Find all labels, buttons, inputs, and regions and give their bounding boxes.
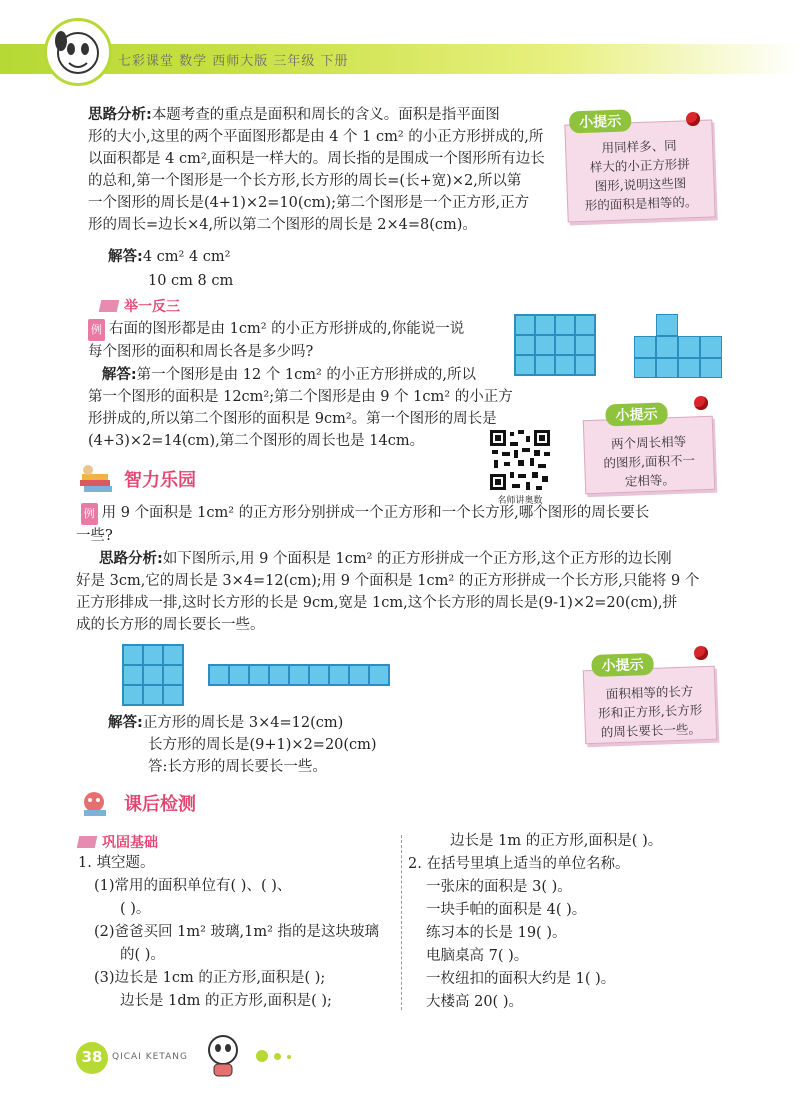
homework-left-column — [78, 852, 398, 1013]
section-header-example — [100, 296, 180, 316]
analysis-line: 本题考查的重点是面积和周长的含义。面积是指平面图 — [151, 107, 500, 123]
figure-rect-4x3 — [514, 314, 596, 376]
answer-line: 第一个图形是由 12 个 1cm² 的小正方形拼成的,所以 — [136, 367, 477, 383]
decor-dot — [256, 1050, 268, 1062]
grid-cell — [575, 335, 595, 355]
exercise-line: 边长是 1dm 的正方形,面积是( ); — [120, 993, 332, 1009]
grid-cell — [555, 355, 575, 375]
analysis-line: 形的大小,这里的两个平面图形都是由 4 个 1 cm² 的小正方形拼成的,所 — [88, 129, 544, 145]
grid-cell — [163, 665, 183, 685]
exercise-line: 一块手帕的面积是 4( )。 — [426, 902, 587, 918]
tip-line: 的图形,面积不一 — [603, 452, 696, 471]
tag-icon — [99, 300, 120, 312]
figure-shape-9 — [634, 314, 724, 378]
pushpin-icon — [694, 396, 708, 410]
answer-line: 10 cm 8 cm — [148, 273, 234, 289]
grid-cell — [656, 314, 678, 336]
answer-line: 正方形的周长是 3×4=12(cm) — [142, 715, 344, 731]
grid-cell — [700, 336, 722, 358]
grid-cell — [143, 685, 163, 705]
exercise-line: 的( )。 — [120, 947, 165, 963]
tip-label: 小提示 — [569, 109, 632, 133]
exercise-line: 练习本的长是 19( )。 — [426, 925, 567, 941]
analysis-label: 思路分析: — [99, 551, 163, 567]
exercise-line: 大楼高 20( )。 — [426, 994, 523, 1010]
analysis-line: 形的周长=边长×4,所以第二个图形的周长是 2×4=8(cm)。 — [88, 217, 477, 233]
answer-line: 第一个图形的面积是 12cm²;第二个图形是由 9 个 1cm² 的小正方 — [88, 389, 513, 405]
tip-text — [588, 431, 710, 492]
analysis-line: 的总和,第一个图形是一个长方形,长方形的周长=(长+宽)×2,所以第 — [88, 173, 522, 189]
tip-line: 的周长要长一些。 — [600, 721, 702, 740]
tip-line: 形的面积是相等的。 — [584, 194, 698, 213]
tip-box-3 — [583, 657, 718, 745]
exercise-line: 边长是 1m 的正方形,面积是( )。 — [450, 833, 663, 849]
grid-cell — [329, 665, 349, 685]
question-line: 一些? — [76, 528, 113, 544]
section-header-homework — [76, 788, 196, 818]
grid-cell — [535, 315, 555, 335]
puzzle-question — [76, 502, 756, 547]
subsection-header — [78, 832, 158, 852]
analysis-1 — [88, 104, 558, 236]
tip-text — [574, 135, 707, 215]
example-badge: 例 — [81, 503, 98, 525]
page-number: 38 — [81, 1048, 103, 1066]
section-title: 课后检测 — [124, 794, 196, 815]
grid-cell — [229, 665, 249, 685]
tip-line: 形和正方形,长方形 — [597, 702, 703, 721]
grid-cell — [515, 315, 535, 335]
grid-cell — [515, 355, 535, 375]
decor-dot — [287, 1055, 291, 1059]
grid-cell — [555, 315, 575, 335]
analysis-line: 成的长方形的周长要长一些。 — [76, 617, 265, 633]
grid-cell — [209, 665, 229, 685]
grid-cell — [515, 335, 535, 355]
qr-code[interactable] — [488, 428, 552, 492]
answer-label: 解答: — [108, 249, 143, 265]
answer-line: 4 cm² 4 cm² — [142, 249, 231, 265]
grid-cell — [289, 665, 309, 685]
grid-cell — [555, 335, 575, 355]
answer-line: 形拼成的,所以第二个图形的面积是 9cm²。第一个图形的周长是 — [88, 411, 497, 427]
grid-cell — [634, 336, 656, 358]
section-header-puzzle — [76, 464, 196, 494]
exercise-line: (1)常用的面积单位有( )、( )、 — [94, 878, 292, 894]
answer-line: 长方形的周长是(9+1)×2=20(cm) — [148, 737, 377, 753]
example-answer — [88, 364, 518, 452]
analysis-label: 思路分析: — [88, 107, 152, 123]
answer-label: 解答: — [101, 367, 137, 383]
tip-line: 面积相等的长方 — [605, 683, 694, 702]
header-title: 七彩课堂 数学 西师大版 三年级 下册 — [118, 54, 349, 69]
tip-box-1 — [564, 113, 715, 222]
pushpin-icon — [686, 112, 700, 126]
grid-cell — [163, 645, 183, 665]
grid-cell — [535, 335, 555, 355]
cartoon-icon — [76, 788, 116, 818]
figure-rect-9x1 — [208, 664, 390, 686]
example-question — [88, 318, 518, 363]
column-divider — [401, 835, 402, 1010]
exercise-line: 1. 填空题。 — [78, 855, 155, 871]
grid-cell — [123, 685, 143, 705]
grid-cell — [369, 665, 389, 685]
decor-dot — [274, 1053, 281, 1060]
grid-cell — [575, 355, 595, 375]
analysis-line: 一个图形的周长是(4+1)×2=10(cm);第二个图形是一个正方形,正方 — [88, 195, 530, 211]
grid-cell — [656, 336, 678, 358]
tip-line: 定相等。 — [624, 472, 676, 489]
grid-cell — [249, 665, 269, 685]
grid-cell — [123, 665, 143, 685]
figure-square-3x3 — [122, 644, 184, 706]
answer-line: (4+3)×2=14(cm),第二个图形的周长也是 14cm。 — [88, 433, 425, 449]
exercise-line: (3)边长是 1cm 的正方形,面积是( ); — [94, 970, 326, 986]
question-line: 右面的图形都是由 1cm² 的小正方形拼成的,你能说一说 — [109, 321, 465, 337]
exercise-line: ( )。 — [120, 901, 151, 917]
analysis-line: 正方形排成一排,这时长方形的长是 9cm,宽是 1cm,这个长方形的周长是(9-1)×2=20(cm),拼 — [76, 595, 678, 611]
footer-brand: QICAI KETANG — [112, 1052, 188, 1062]
tip-label: 小提示 — [591, 653, 654, 677]
exercise-line: (2)爸爸买回 1m² 玻璃,1m² 指的是这块玻璃 — [94, 924, 380, 940]
tip-line: 样大的小正方形拼 — [589, 156, 691, 175]
grid-cell — [309, 665, 329, 685]
pushpin-icon — [694, 646, 708, 660]
tip-label: 小提示 — [605, 402, 668, 426]
exercise-line: 电脑桌高 7( )。 — [426, 948, 529, 964]
answer-line: 答:长方形的周长要长一些。 — [148, 759, 327, 775]
tip-text — [588, 681, 712, 742]
grid-cell — [143, 645, 163, 665]
analysis-line: 好是 3cm,它的周长是 3×4=12(cm);用 9 个面积是 1cm² 的正方形拼成一个长方形,只能将 9 个 — [76, 573, 700, 589]
grid-cell — [634, 358, 656, 378]
grid-cell — [656, 358, 678, 378]
homework-right-column — [408, 830, 738, 1014]
grid-cell — [678, 336, 700, 358]
grid-cell — [700, 358, 722, 378]
tip-line: 用同样多、同 — [601, 137, 677, 156]
example-badge: 例 — [88, 319, 105, 341]
grid-cell — [678, 358, 700, 378]
grid-cell — [575, 315, 595, 335]
tip-box-2 — [583, 406, 716, 494]
puzzle-answer — [108, 712, 377, 778]
analysis-line: 如下图所示,用 9 个面积是 1cm² 的正方形拼成一个正方形,这个正方形的边长刚 — [162, 551, 672, 567]
answer-1 — [108, 246, 230, 268]
grid-cell — [123, 645, 143, 665]
grid-cell — [269, 665, 289, 685]
subsection-title: 巩固基础 — [102, 835, 158, 851]
exercise-line: 一枚纽扣的面积大约是 1( )。 — [426, 971, 616, 987]
grid-cell — [535, 355, 555, 375]
question-line: 每个图形的面积和周长各是多少吗? — [88, 344, 314, 360]
books-icon — [76, 464, 116, 494]
tag-icon — [77, 836, 98, 848]
answer-label: 解答: — [108, 715, 143, 731]
tip-line: 两个周长相等 — [610, 433, 687, 452]
exercise-line: 2. 在括号里填上适当的单位名称。 — [408, 856, 630, 872]
puzzle-analysis — [76, 548, 756, 636]
analysis-line: 以面积都是 4 cm²,面积是一样大的。周长指的是围成一个图形所有边长 — [88, 151, 545, 167]
section-title: 举一反三 — [124, 299, 180, 315]
question-line: 用 9 个面积是 1cm² 的正方形分别拼成一个正方形和一个长方形,哪个图形的周长要长 — [101, 505, 650, 521]
tip-line: 图形,说明这些图 — [594, 175, 687, 194]
section-title: 智力乐园 — [124, 470, 196, 491]
grid-cell — [349, 665, 369, 685]
qr-caption: 名师讲奥数 — [497, 496, 543, 506]
grid-cell — [163, 685, 183, 705]
grid-cell — [143, 665, 163, 685]
exercise-line: 一张床的面积是 3( )。 — [426, 879, 572, 895]
mascot-footer-icon — [198, 1030, 248, 1080]
mascot-logo — [44, 18, 112, 86]
